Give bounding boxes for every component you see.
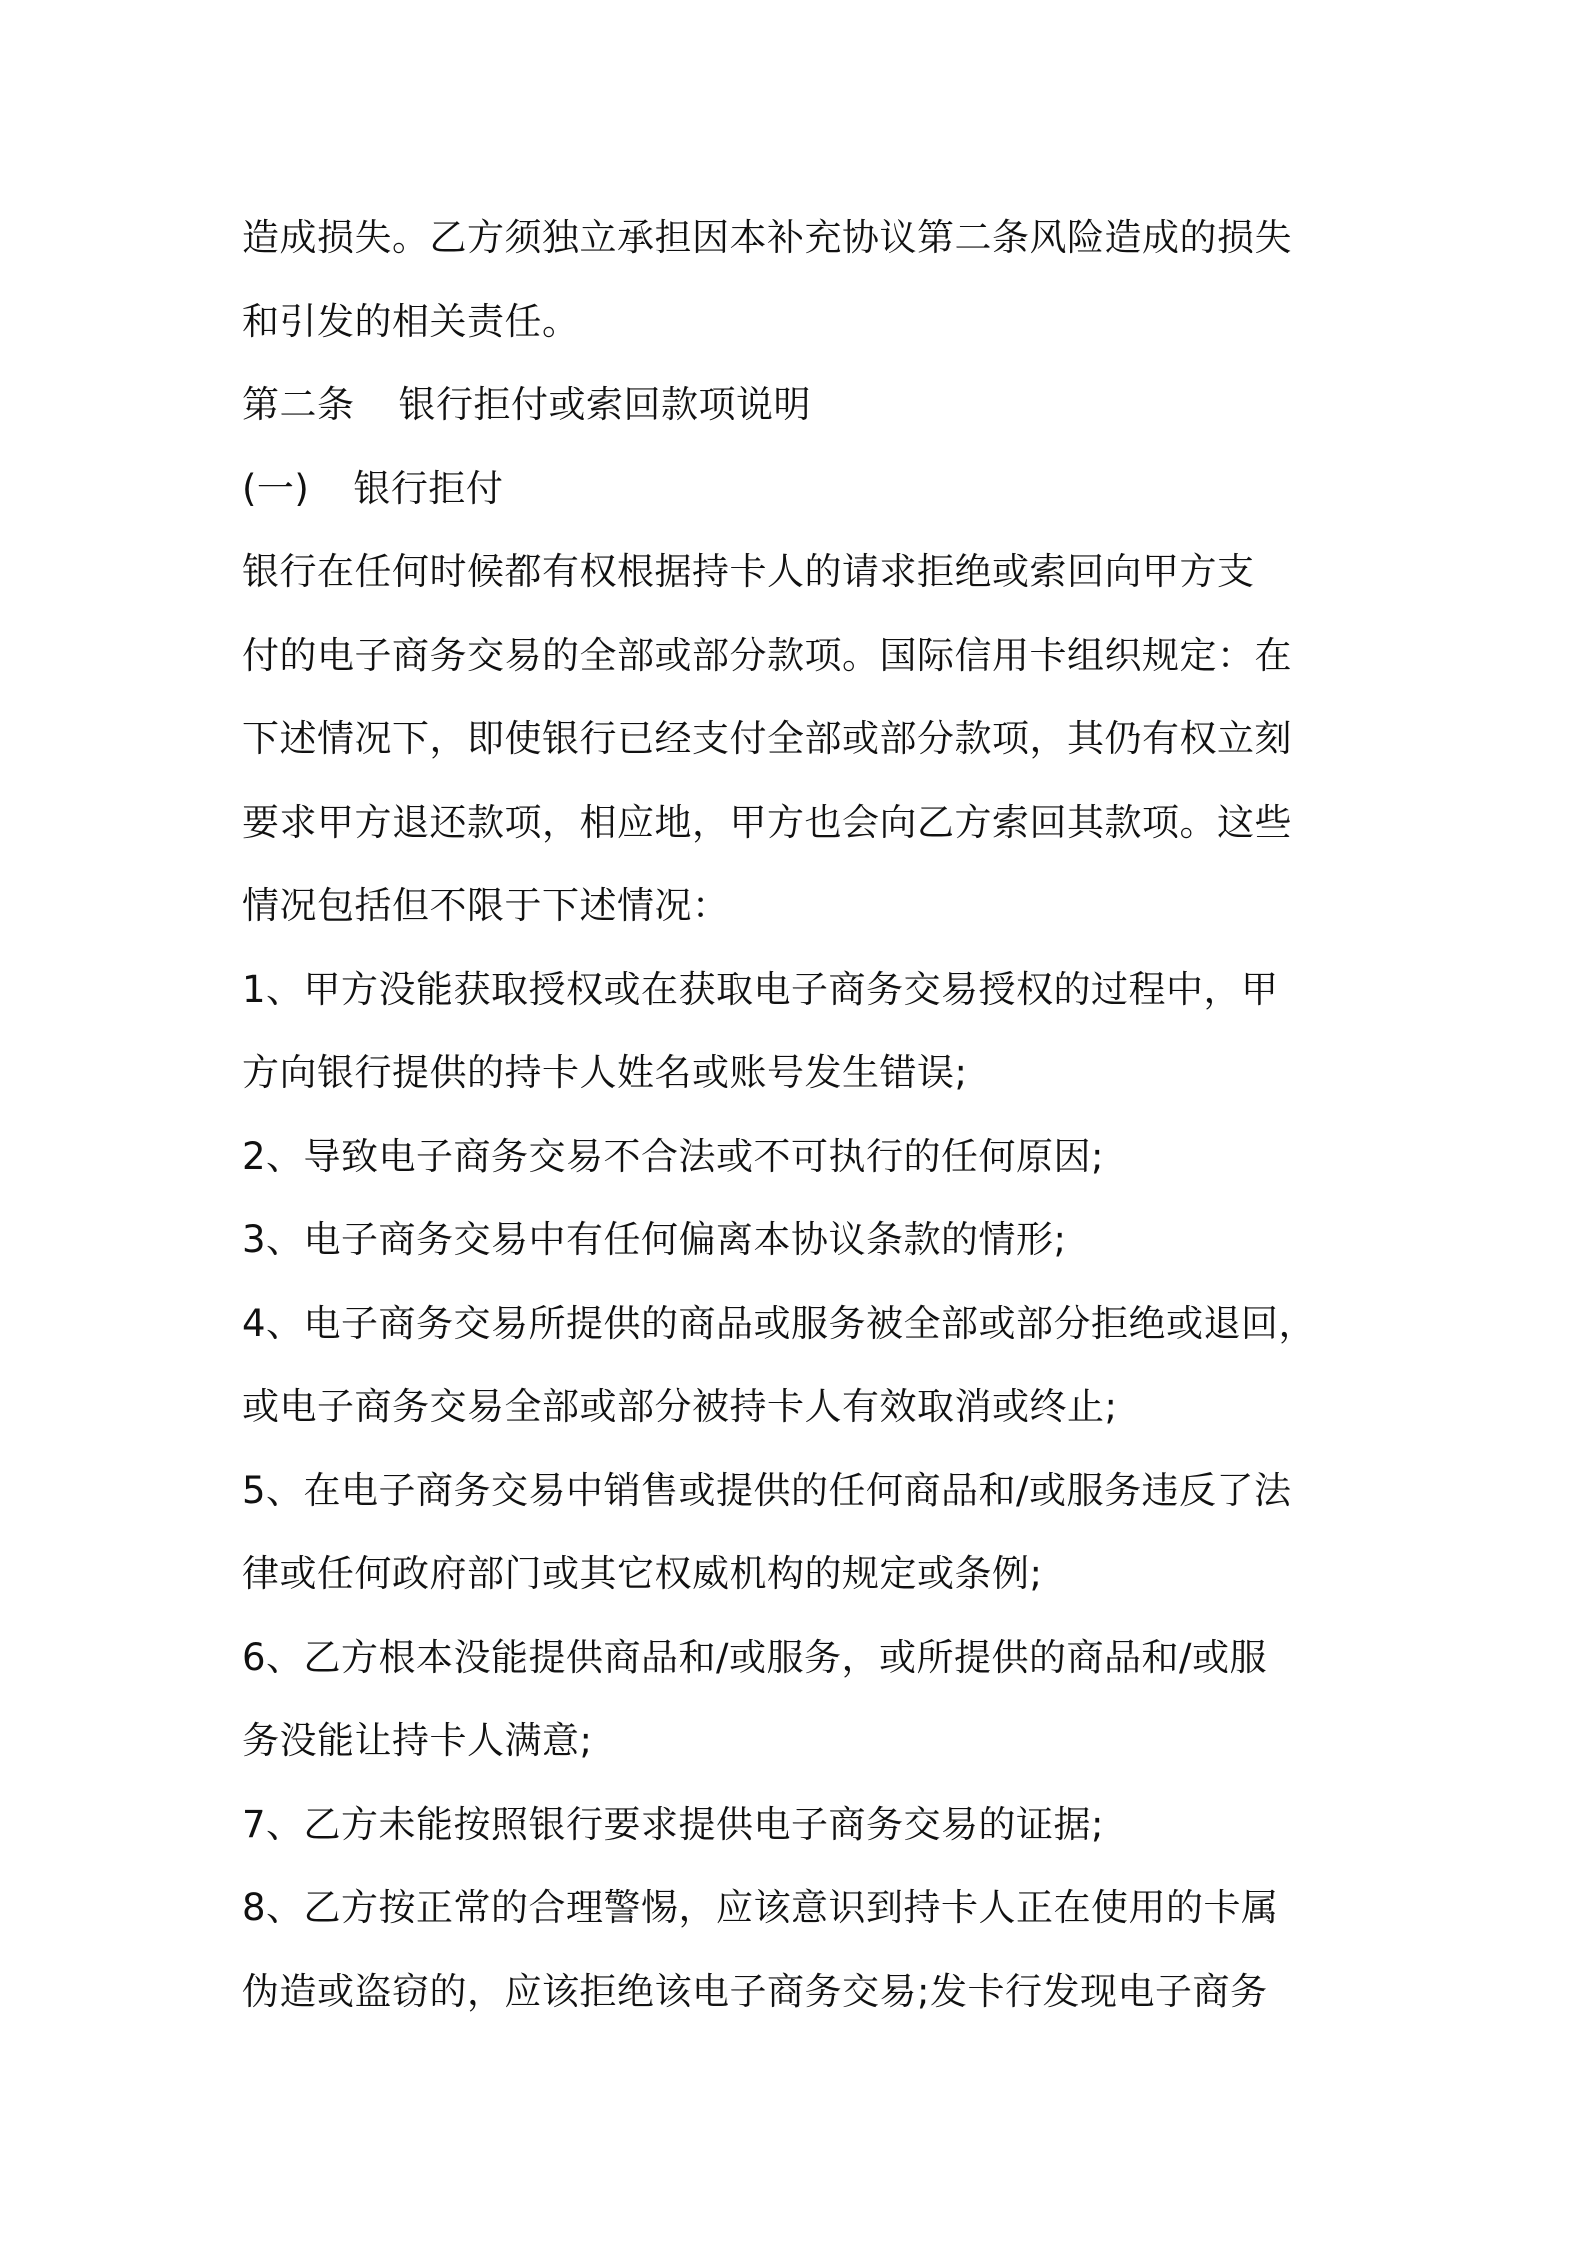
paragraph-line: 造成损失。乙方须独立承担因本补充协议第二条风险造成的损失: [242, 216, 1292, 259]
list-item-line: 6、乙方根本没能提供商品和/或服务，或所提供的商品和/或服: [242, 1635, 1267, 1679]
list-item-line: 1、甲方没能获取授权或在获取电子商务交易授权的过程中，甲: [242, 967, 1279, 1011]
paragraph-line: 要求甲方退还款项，相应地，甲方也会向乙方索回其款项。这些: [242, 800, 1292, 844]
paragraph-line: 和引发的相关责任。: [242, 299, 580, 343]
list-item-line: 2、导致电子商务交易不合法或不可执行的任何原因;: [242, 1134, 1105, 1178]
list-item-line: 方向银行提供的持卡人姓名或账号发生错误;: [242, 1051, 968, 1094]
subsection-title: 银行拒付: [353, 466, 504, 510]
section-title: 银行拒付或索回款项说明: [398, 383, 811, 426]
paragraph-line: 银行在任何时候都有权根据持卡人的请求拒绝或索回向甲方支: [242, 550, 1255, 593]
paragraph-line: 情况包括但不限于下述情况：: [242, 884, 730, 927]
subsection-heading: [242, 447, 1382, 531]
document-body: [242, 196, 1382, 2033]
list-item-line: 8、乙方按正常的合理警惕，应该意识到持卡人正在使用的卡属: [242, 1886, 1279, 1929]
section-heading: [242, 363, 1382, 447]
section-number: 第二条: [242, 383, 355, 426]
list-item-line: 7、乙方未能按照银行要求提供电子商务交易的证据;: [242, 1802, 1105, 1846]
list-item-line: 律或任何政府部门或其它权威机构的规定或条例;: [242, 1552, 1043, 1595]
paragraph-line: 下述情况下，即使银行已经支付全部或部分款项，其仍有权立刻: [242, 717, 1292, 760]
list-item-line: 4、电子商务交易所提供的商品或服务被全部或部分拒绝或退回，: [242, 1301, 1317, 1345]
list-item-line: 伪造或盗窃的，应该拒绝该电子商务交易;发卡行发现电子商务: [242, 1969, 1268, 2013]
subsection-number: (一): [242, 466, 310, 510]
list-item-line: 或电子商务交易全部或部分被持卡人有效取消或终止;: [242, 1385, 1118, 1428]
list-item-line: 3、电子商务交易中有任何偏离本协议条款的情形;: [242, 1218, 1067, 1261]
list-item-line: 5、在电子商务交易中销售或提供的任何商品和/或服务违反了法: [242, 1468, 1292, 1512]
list-item-line: 务没能让持卡人满意;: [242, 1719, 593, 1762]
paragraph-line: 付的电子商务交易的全部或部分款项。国际信用卡组织规定：在: [242, 633, 1292, 677]
